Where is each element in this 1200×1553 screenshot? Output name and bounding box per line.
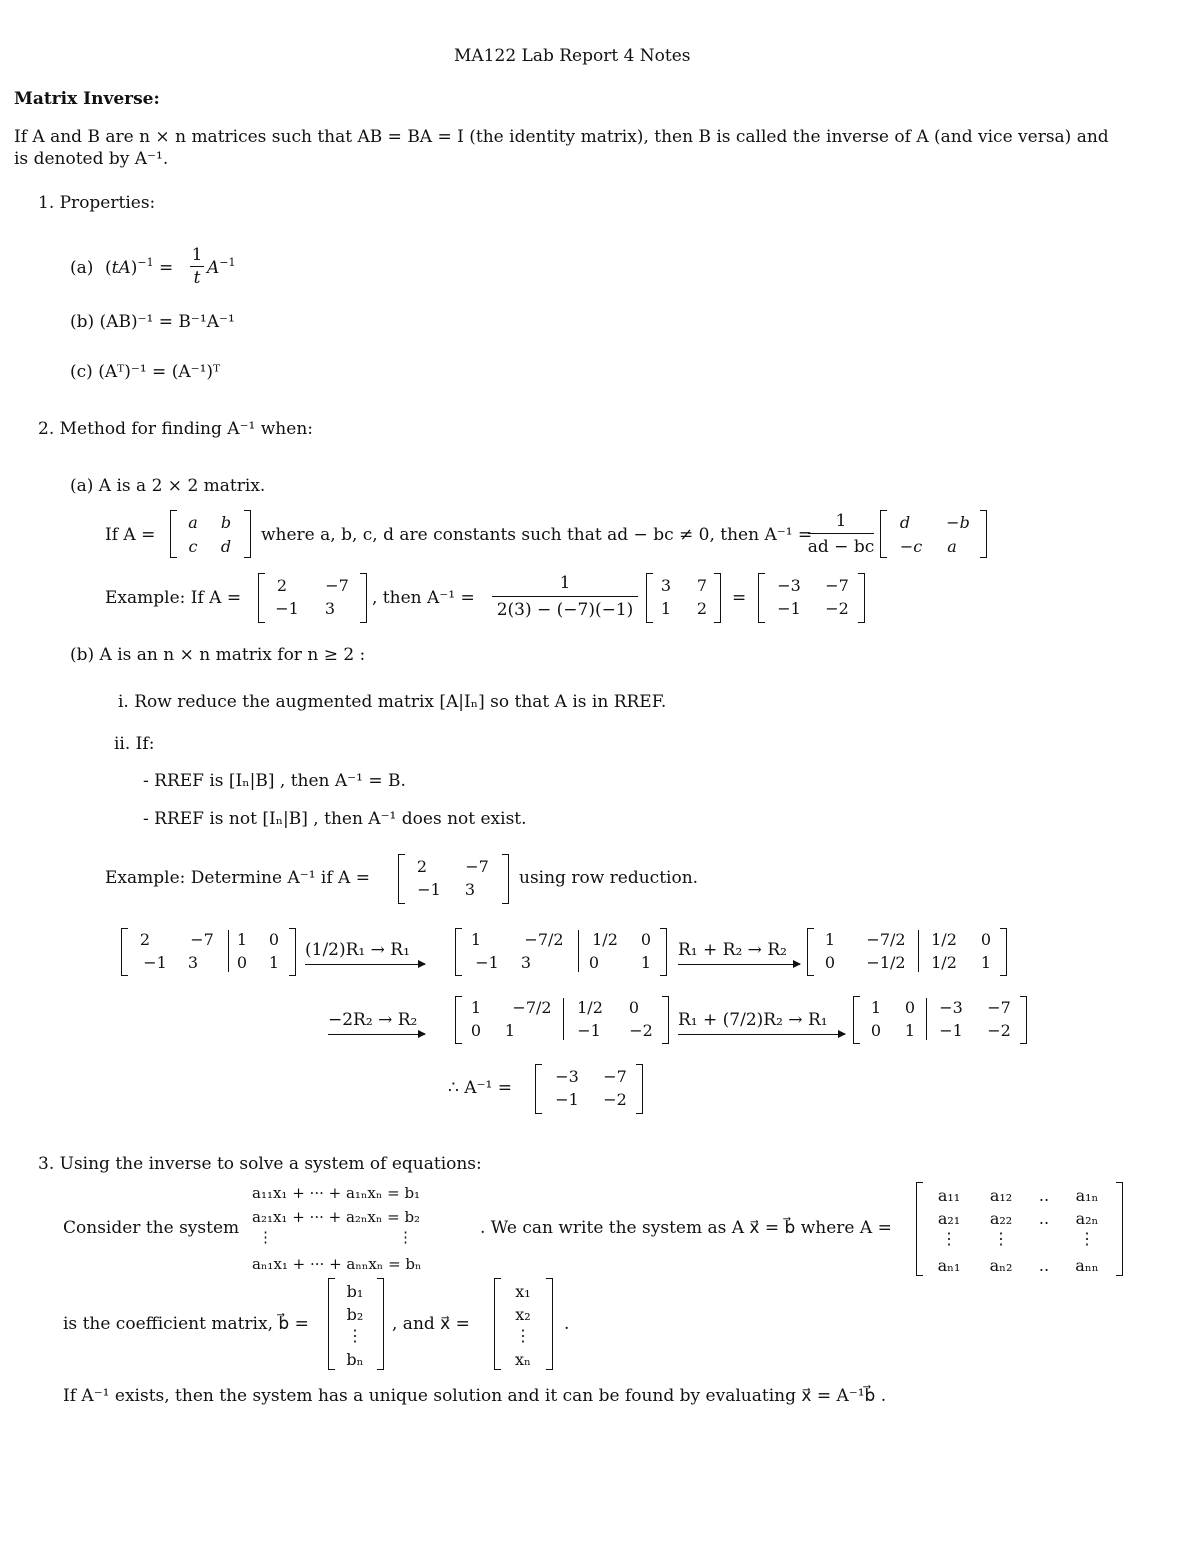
- prop-a-frac-den: t: [193, 268, 201, 288]
- fraction-bar: [808, 533, 874, 534]
- matrix-entry: −3: [555, 1067, 579, 1086]
- matrix-entry: a₁ₙ: [1075, 1186, 1099, 1205]
- bracket: [502, 854, 509, 904]
- page-title: MA122 Lab Report 4 Notes: [454, 46, 691, 66]
- matrix-entry: −7/2: [524, 930, 564, 949]
- bracket: [328, 1278, 335, 1370]
- intro-line-2: is denoted by A⁻¹.: [14, 149, 169, 169]
- matrix-entry: −7: [325, 576, 349, 595]
- matrix-entry: ⋮: [941, 1229, 957, 1248]
- step-ii: ii. If:: [114, 734, 155, 754]
- system-vdots: ⋮: [398, 1228, 413, 1246]
- system-vdots: ⋮: [258, 1228, 273, 1246]
- matrix-entry: −c: [899, 537, 923, 556]
- matrix-entry: 1/2: [577, 998, 603, 1017]
- matrix-entry: aₙ₂: [989, 1256, 1013, 1275]
- bracket: [494, 1278, 501, 1370]
- prop-c: (c) (Aᵀ)⁻¹ = (A⁻¹)ᵀ: [70, 362, 221, 382]
- vector-entry: ⋮: [347, 1326, 363, 1345]
- matrix-entry: 1: [470, 930, 482, 949]
- vector-entry: x₂: [515, 1305, 531, 1324]
- matrix-entry: 1/2: [931, 930, 957, 949]
- bracket: [880, 510, 887, 558]
- matrix-entry: 0: [824, 953, 836, 972]
- bracket: [398, 854, 405, 904]
- matrix-entry: 1/2: [931, 953, 957, 972]
- bracket: [858, 573, 865, 623]
- example-1-then: , then A⁻¹ =: [372, 588, 475, 608]
- matrix-entry: 0: [236, 953, 248, 972]
- matrix-entry: −1: [275, 599, 299, 618]
- matrix-entry: a₂₂: [989, 1209, 1013, 1228]
- matrix-entry: 1: [504, 1021, 516, 1040]
- matrix-entry: 1: [980, 953, 992, 972]
- final-line: If A⁻¹ exists, then the system has a unique solution and it can be found by evaluating x⃗ = A⁻¹b⃗ .: [63, 1386, 887, 1406]
- bracket: [121, 928, 128, 976]
- and-x-text: , and x⃗ =: [392, 1314, 470, 1334]
- bracket: [916, 1182, 923, 1276]
- matrix-entry: −1: [417, 880, 441, 899]
- item-3-label: 3. Using the inverse to solve a system of equations:: [38, 1154, 482, 1174]
- matrix-entry: a: [188, 513, 198, 532]
- matrix-entry: −1: [475, 953, 499, 972]
- matrix-entry: 3: [324, 599, 336, 618]
- augment-line: [228, 930, 229, 972]
- step-i: i. Row reduce the augmented matrix [A|Iₙ] so that A is in RREF.: [118, 692, 667, 712]
- augment-line: [578, 930, 579, 972]
- matrix-entry: b: [220, 513, 232, 532]
- prop-a-lhs: (tA)$^{-1}$ =: [105, 256, 174, 278]
- matrix-entry: aₙₙ: [1075, 1256, 1099, 1275]
- coef-text: is the coefficient matrix, b⃗ =: [63, 1314, 309, 1334]
- matrix-entry: −7: [987, 998, 1011, 1017]
- matrix-entry: ..: [1038, 1186, 1050, 1205]
- matrix-entry: −7: [825, 576, 849, 595]
- matrix-entry: 1: [660, 599, 672, 618]
- matrix-entry: 7: [696, 576, 708, 595]
- matrix-entry: ⋮: [993, 1229, 1009, 1248]
- matrix-entry: −1: [939, 1021, 963, 1040]
- arrow-line: [328, 1034, 425, 1035]
- bracket: [244, 510, 251, 558]
- matrix-entry: d: [899, 513, 911, 532]
- bracket: [1116, 1182, 1123, 1276]
- row-op-4: R₁ + (7/2)R₂ → R₁: [678, 1010, 828, 1030]
- vector-entry: x₁: [515, 1282, 531, 1301]
- prop-b: (b) (AB)⁻¹ = B⁻¹A⁻¹: [70, 312, 235, 332]
- matrix-entry: −7: [465, 857, 489, 876]
- period: .: [564, 1314, 570, 1334]
- bracket: [636, 1064, 643, 1114]
- augment-line: [918, 930, 919, 972]
- bracket: [455, 928, 462, 976]
- intro-line-1: If A and B are n × n matrices such that AB = BA = I (the identity matrix), then B is called the inverse of A (and vice versa) and: [14, 127, 1109, 147]
- bracket: [980, 510, 987, 558]
- bracket: [1020, 996, 1027, 1044]
- augment-line: [926, 998, 927, 1040]
- matrix-entry: 1: [640, 953, 652, 972]
- matrix-entry: −3: [939, 998, 963, 1017]
- consider-text: Consider the system: [63, 1218, 240, 1238]
- bracket: [258, 573, 265, 623]
- prop-a-rhs: $A^{-1}$: [207, 256, 236, 278]
- arrow-line: [305, 964, 425, 965]
- fraction-numerator: 1: [559, 573, 571, 593]
- matrix-entry: 0: [904, 998, 916, 1017]
- arrow-line: [678, 964, 800, 965]
- matrix-entry: −1: [777, 599, 801, 618]
- where-text: where a, b, c, d are constants such that ad − bc ≠ 0, then A⁻¹ =: [261, 525, 813, 545]
- bracket: [546, 1278, 553, 1370]
- matrix-entry: 1: [870, 998, 882, 1017]
- matrix-entry: 3: [660, 576, 672, 595]
- matrix-entry: −7: [190, 930, 214, 949]
- prop-a-label: (a): [70, 258, 94, 278]
- arrow-line: [678, 1034, 845, 1035]
- if-a-text: If A =: [105, 525, 156, 545]
- matrix-entry: −1: [555, 1090, 579, 1109]
- fraction-bar: [492, 596, 638, 597]
- bracket: [1000, 928, 1007, 976]
- bracket: [360, 573, 367, 623]
- matrix-entry: −1: [143, 953, 167, 972]
- case-2: - RREF is not [Iₙ|B] , then A⁻¹ does not exist.: [143, 809, 527, 829]
- matrix-entry: a₁₁: [937, 1186, 961, 1205]
- bracket: [807, 928, 814, 976]
- example-2-prefix: Example: Determine A⁻¹ if A =: [105, 868, 370, 888]
- matrix-entry: 1: [268, 953, 280, 972]
- matrix-entry: a₁₂: [989, 1186, 1013, 1205]
- bracket: [714, 573, 721, 623]
- item-2b-label: (b) A is an n × n matrix for n ≥ 2 :: [70, 645, 366, 665]
- matrix-entry: −7/2: [512, 998, 552, 1017]
- matrix-entry: −1/2: [866, 953, 906, 972]
- matrix-entry: −7/2: [866, 930, 906, 949]
- matrix-entry: 2: [276, 576, 288, 595]
- example-1-prefix: Example: If A =: [105, 588, 242, 608]
- system-eq-1: a₁₁x₁ + ··· + a₁ₙxₙ = b₁: [252, 1184, 421, 1202]
- matrix-entry: ..: [1038, 1256, 1050, 1275]
- matrix-entry: −1: [577, 1021, 601, 1040]
- matrix-entry: −2: [825, 599, 849, 618]
- matrix-entry: 2: [139, 930, 151, 949]
- matrix-entry: ⋮: [1079, 1229, 1095, 1248]
- matrix-entry: d: [220, 537, 232, 556]
- vector-entry: bₙ: [346, 1350, 364, 1369]
- therefore-text: ∴ A⁻¹ =: [448, 1078, 512, 1098]
- matrix-entry: 0: [640, 930, 652, 949]
- matrix-entry: 0: [588, 953, 600, 972]
- matrix-entry: 0: [470, 1021, 482, 1040]
- fraction-denominator: 2(3) − (−7)(−1): [496, 600, 634, 620]
- matrix-entry: 0: [628, 998, 640, 1017]
- matrix-entry: −2: [987, 1021, 1011, 1040]
- vector-entry: xₙ: [515, 1350, 531, 1369]
- matrix-entry: 0: [980, 930, 992, 949]
- bracket: [535, 1064, 542, 1114]
- row-op-3: −2R₂ → R₂: [328, 1010, 418, 1030]
- matrix-entry: 3: [187, 953, 199, 972]
- bracket: [377, 1278, 384, 1370]
- bracket: [455, 996, 462, 1044]
- matrix-entry: a₂₁: [937, 1209, 961, 1228]
- bracket: [289, 928, 296, 976]
- matrix-entry: −2: [629, 1021, 653, 1040]
- bracket: [758, 573, 765, 623]
- prop-a-frac-bar: [190, 266, 204, 267]
- equals-sign: =: [732, 588, 747, 608]
- matrix-entry: a₂ₙ: [1075, 1209, 1099, 1228]
- matrix-entry: a: [947, 537, 957, 556]
- item-2a-label: (a) A is a 2 × 2 matrix.: [70, 476, 266, 496]
- matrix-entry: −3: [777, 576, 801, 595]
- bracket: [660, 928, 667, 976]
- fraction-numerator: 1: [835, 511, 847, 531]
- matrix-entry: 1/2: [592, 930, 618, 949]
- fraction-denominator: ad − bc: [807, 537, 875, 557]
- system-eq-2: a₂₁x₁ + ··· + a₂ₙxₙ = b₂: [252, 1208, 421, 1226]
- matrix-entry: −b: [946, 513, 970, 532]
- matrix-entry: 1: [470, 998, 482, 1017]
- matrix-entry: 0: [870, 1021, 882, 1040]
- item-1-label: 1. Properties:: [38, 193, 156, 213]
- row-op-1: (1/2)R₁ → R₁: [305, 940, 410, 960]
- vector-entry: b₁: [346, 1282, 364, 1301]
- system-eq-n: aₙ₁x₁ + ··· + aₙₙxₙ = bₙ: [252, 1255, 422, 1273]
- item-2-label: 2. Method for finding A⁻¹ when:: [38, 419, 313, 439]
- augment-line: [563, 998, 564, 1040]
- example-2-suffix: using row reduction.: [519, 868, 699, 888]
- matrix-entry: −2: [603, 1090, 627, 1109]
- bracket: [646, 573, 653, 623]
- write-as-text: . We can write the system as A x⃗ = b⃗ where A =: [480, 1218, 892, 1238]
- matrix-entry: 1: [824, 930, 836, 949]
- matrix-entry: 2: [696, 599, 708, 618]
- matrix-entry: ..: [1038, 1209, 1050, 1228]
- matrix-entry: 1: [236, 930, 248, 949]
- bracket: [853, 996, 860, 1044]
- vector-entry: b₂: [346, 1305, 364, 1324]
- matrix-entry: 1: [904, 1021, 916, 1040]
- matrix-entry: c: [188, 537, 198, 556]
- row-op-2: R₁ + R₂ → R₂: [678, 940, 787, 960]
- matrix-entry: 3: [464, 880, 476, 899]
- matrix-entry: 3: [520, 953, 532, 972]
- bracket: [662, 996, 669, 1044]
- matrix-entry: 2: [416, 857, 428, 876]
- case-1: - RREF is [Iₙ|B] , then A⁻¹ = B.: [143, 771, 406, 791]
- matrix-entry: aₙ₁: [937, 1256, 961, 1275]
- bracket: [170, 510, 177, 558]
- vector-entry: ⋮: [515, 1326, 531, 1345]
- matrix-entry: −7: [603, 1067, 627, 1086]
- prop-a-frac-num: 1: [191, 245, 203, 265]
- matrix-entry: 0: [268, 930, 280, 949]
- section-heading: Matrix Inverse:: [14, 89, 160, 109]
